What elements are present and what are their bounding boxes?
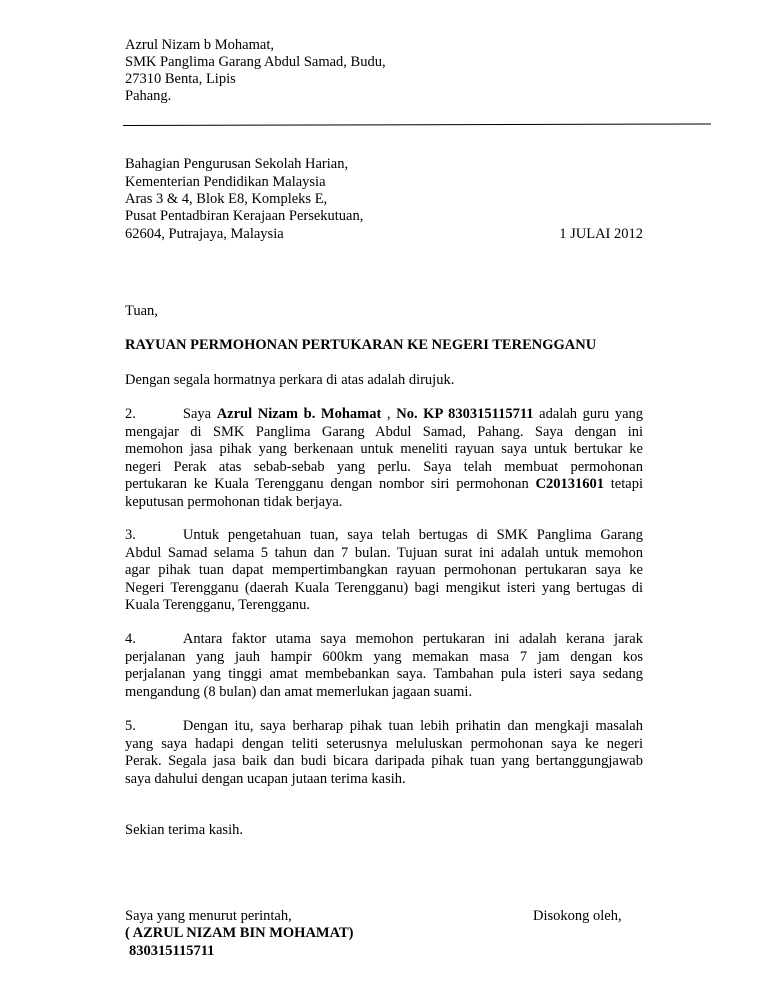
letter-date: 1 JULAI 2012 xyxy=(559,226,643,242)
closing-line: Sekian terima kasih. xyxy=(125,822,243,838)
application-code: C20131601 xyxy=(535,476,604,492)
header-divider xyxy=(123,123,711,126)
paragraph-4-number: 4. xyxy=(125,631,136,647)
paragraph-3: 3. Untuk pengetahuan tuan, saya telah bertugas di SMK Panglima Garang Abdul Samad selama 5 tahun dan 7 bulan. Tujuan surat ini adalah untuk memohon agar pihak tuan dapat mempertimbangkan rayuan permohonan pertukaran saya ke Negeri Terengganu (daerah Kuala Terengganu) bagi mengikut isteri yang bertugas di Kuala Terengganu, Terengganu. xyxy=(125,527,643,613)
signatory-ic: 830315115711 xyxy=(129,943,215,959)
paragraph-4: 4. Antara faktor utama saya memohon pertukaran ini adalah kerana jarak perjalanan yang jauh hampir 600km yang memakan masa 7 jam dengan kos perjalanan yang tinggi amat membebankan saya. Tambahan pula isteri saya sedang mengandung (8 bulan) dan amat memerlukan jagaan suami. xyxy=(125,631,643,700)
intro-line: Dengan segala hormatnya perkara di atas adalah dirujuk. xyxy=(125,372,455,388)
applicant-name: Azrul Nizam b. Mohamat xyxy=(216,406,382,422)
recipient-line-1: Bahagian Pengurusan Sekolah Harian, xyxy=(125,156,349,172)
sender-postcode-city: 27310 Benta, Lipis xyxy=(125,71,236,87)
signoff-label: Saya yang menurut perintah, xyxy=(125,908,292,924)
signatory-name: ( AZRUL NIZAM BIN MOHAMAT) xyxy=(125,925,354,941)
recipient-line-3: Aras 3 & 4, Blok E8, Kompleks E, xyxy=(125,191,328,207)
sender-state: Pahang. xyxy=(125,88,172,104)
sender-name: Azrul Nizam b Mohamat, xyxy=(125,37,274,53)
paragraph-3-number: 3. xyxy=(125,527,136,543)
paragraph-5-number: 5. xyxy=(125,718,136,734)
recipient-line-5: 62604, Putrajaya, Malaysia xyxy=(125,226,284,242)
sender-school: SMK Panglima Garang Abdul Samad, Budu, xyxy=(125,54,386,70)
recipient-line-2: Kementerian Pendidikan Malaysia xyxy=(125,174,326,190)
paragraph-5: 5. Dengan itu, saya berharap pihak tuan lebih prihatin dan mengkaji masalah yang saya hadapi dengan teliti seterusnya meluluskan permohonan saya ke negeri Perak. Segala jasa baik dan budi bicara daripada pihak tuan yang bertanggungjawab saya dahului dengan ucapan jutaan terima kasih. xyxy=(125,718,643,787)
recipient-line-4: Pusat Pentadbiran Kerajaan Persekutuan, xyxy=(125,208,364,224)
salutation: Tuan, xyxy=(125,303,158,319)
letter-subject: RAYUAN PERMOHONAN PERTUKARAN KE NEGERI TERENGGANU xyxy=(125,337,597,353)
paragraph-2: 2. Saya Azrul Nizam b. Mohamat , No. KP 830315115711 adalah guru yang mengajar di SMK Panglima Garang Abdul Samad, Pahang. Saya dengan ini memohon jasa pihak yang berkenaan untuk meneliti rayuan saya untuk bertukar ke negeri Perak atas sebab-sebab yang perlu. Saya telah membuat permohonan pertukaran ke Kuala Terengganu dengan nombor siri permohonan C20131601 tetapi keputusan permohonan tidak berjaya. xyxy=(125,406,644,510)
paragraph-2-number: 2. xyxy=(125,406,136,422)
supported-by-label: Disokong oleh, xyxy=(533,908,622,924)
applicant-ic: No. KP 830315115711 xyxy=(396,406,534,422)
